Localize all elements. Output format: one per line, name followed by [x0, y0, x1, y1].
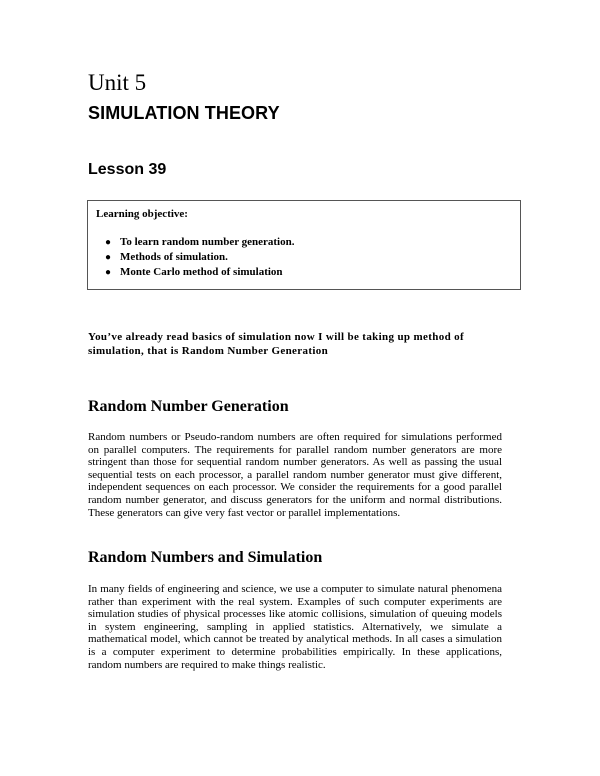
objective-text: Methods of simulation.	[120, 251, 228, 263]
section-body-random-number-generation: Random numbers or Pseudo-random numbers are often required for simulations performed on parallel computers. The requirements for parallel random number generators are more stringent than those for sequential random number generators. As well as passing the usual sequential tests on each processor, a parallel random number generator must give different, independent sequences on each processor. We consider the requirements for a good parallel random number generator, and discuss generators for the uniform and normal distributions. These generators can give very fast vector or parallel implementations.	[88, 431, 502, 519]
unit-title: SIMULATION THEORY	[88, 103, 280, 123]
lesson-number: Lesson 39	[88, 161, 167, 178]
objective-text: Monte Carlo method of simulation	[120, 266, 283, 278]
learning-objective-box	[87, 200, 521, 290]
bullet-icon: ●	[105, 267, 112, 278]
objective-text: To learn random number generation.	[120, 236, 295, 248]
learning-objective-list	[98, 235, 294, 280]
objective-item	[98, 265, 294, 280]
section-heading-random-number-generation: Random Number Generation	[88, 398, 289, 415]
section-body-random-numbers-and-simulation: In many fields of engineering and science, we use a computer to simulate natural phenomena rather than experiment with the real system. Examples of such computer experiments are simulation studies of physical processes like atomic collisions, simulation of queuing models in system engineering, sampling in applied statistics. Alternatively, we simulate a mathematical model, which cannot be treated by analytical methods. In all cases a simulation is a computer experiment to determine probabilities empirically. In these applications, random numbers are required to make things realistic.	[88, 583, 502, 671]
section-heading-random-numbers-and-simulation: Random Numbers and Simulation	[88, 549, 323, 566]
objective-item	[98, 235, 294, 250]
intro-paragraph: You’ve already read basics of simulation now I will be taking up method of simulation, that is Random Number Generation	[88, 331, 465, 357]
objective-item	[98, 250, 294, 265]
bullet-icon: ●	[105, 237, 112, 248]
bullet-icon: ●	[105, 252, 112, 263]
learning-objective-heading: Learning objective:	[96, 208, 188, 220]
unit-number: Unit 5	[88, 70, 147, 95]
